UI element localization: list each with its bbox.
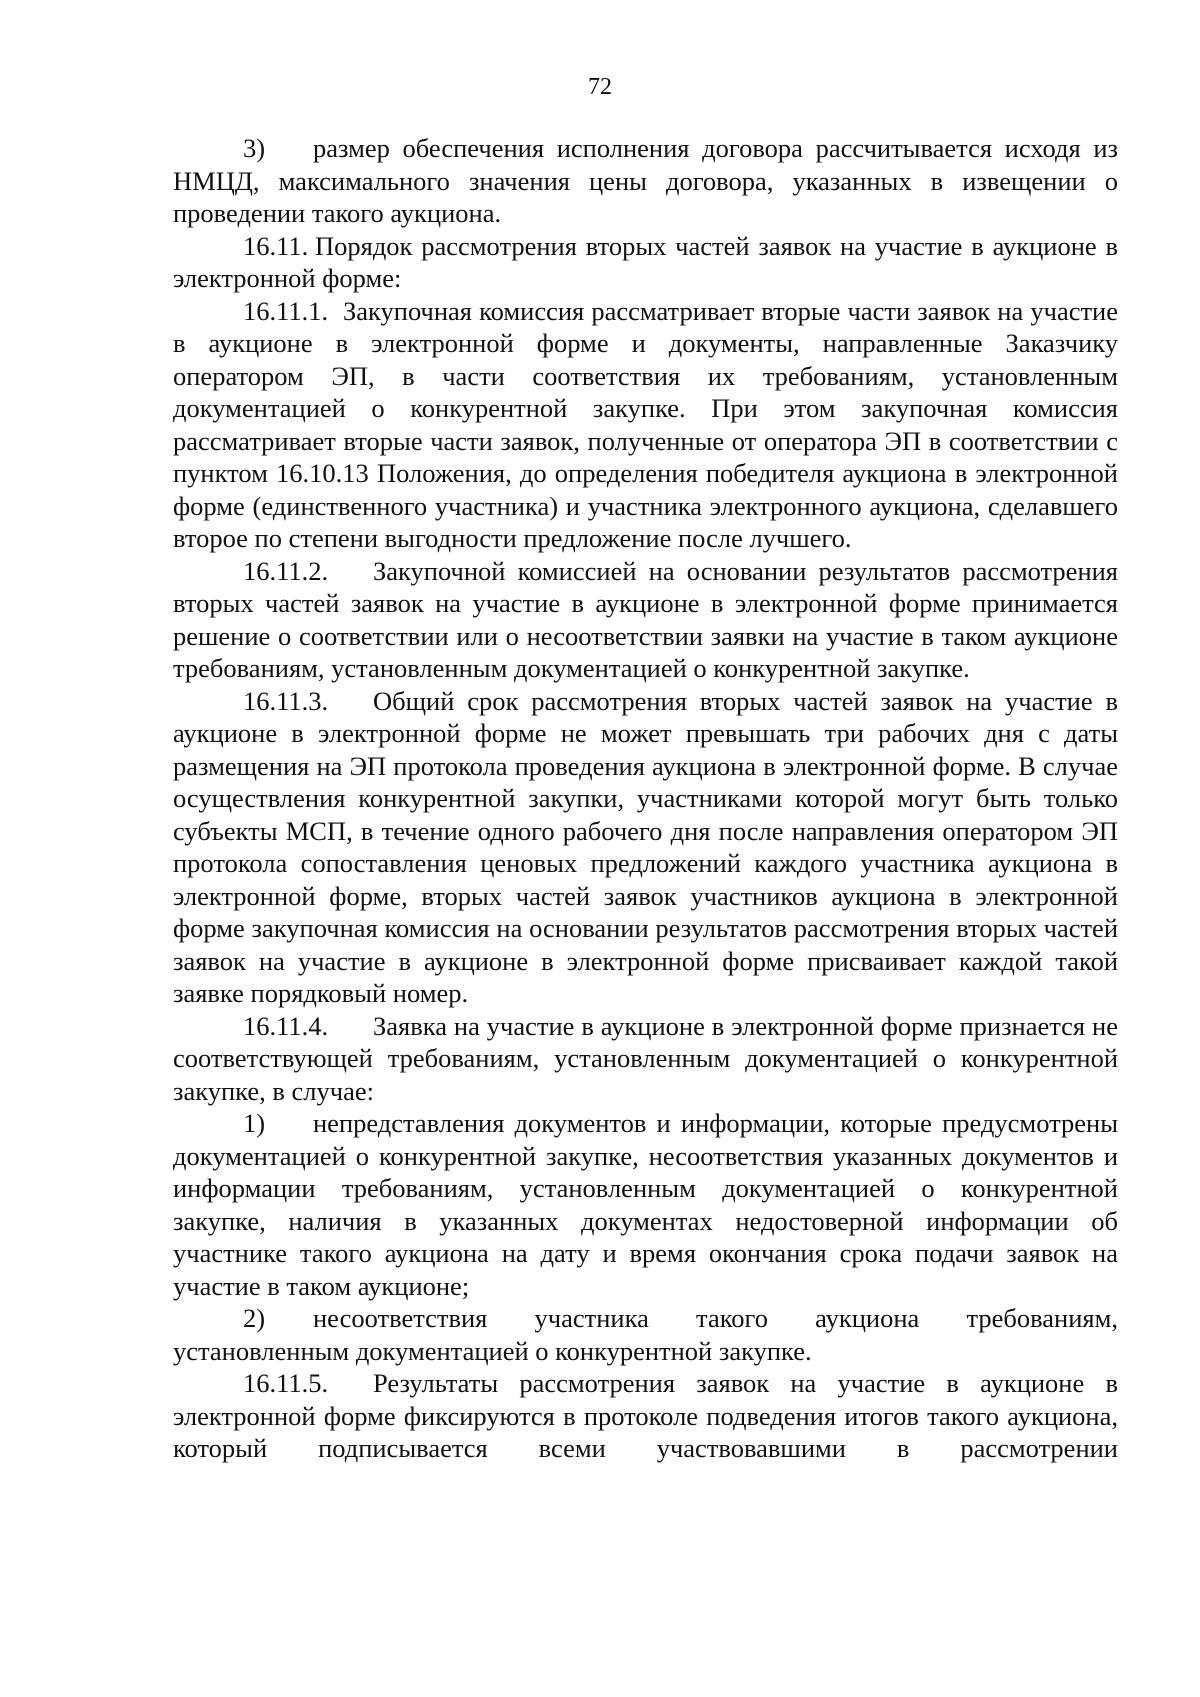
paragraph-text: Результаты рассмотрения заявок на участие в аукционе в электронной форме фиксируются в протоколе подведения итогов такого аукциона, который подписывается всеми участвовавшими в рассмотрении — [173, 1368, 1118, 1463]
document-body — [173, 132, 1118, 1465]
paragraph-text: Заявка на участие в аукционе в электронной форме признается не соответствующей требованиям, установленным документацией о конкурентной закупке, в случае: — [173, 1010, 1118, 1106]
paragraph-text: Общий срок рассмотрения вторых частей заявок на участие в аукционе в электронной форме не может превышать три рабочих дня с даты размещения на ЭП протокола проведения аукциона в электронной форме. В случае осуществления конкурентной закупки, участниками которой могут быть только субъекты МСП, в течение одного рабочего дня после направления оператором ЭП протокола сопоставления ценовых предложений каждого участника аукциона в электронной форме, вторых частей заявок участников аукциона в электронной форме закупочная комиссия на основании результатов рассмотрения вторых частей заявок на участие в аукционе в электронной форме присваивает каждой такой заявке порядковый номер. — [173, 685, 1118, 1008]
paragraph-16-11-2 — [173, 555, 1118, 685]
paragraph-16-11-5 — [173, 1367, 1118, 1465]
paragraph-2-clause — [173, 1302, 1118, 1367]
paragraph-3-clause — [173, 132, 1118, 230]
paragraph-16-11 — [173, 230, 1118, 295]
paragraph-16-11-1 — [173, 295, 1118, 555]
paragraph-text: Закупочная комиссия рассматривает вторые части заявок на участие в аукционе в электронной форме и документы, направленные Заказчику оператором ЭП, в части соответствия их требованиям, установленным документацией о конкурентной закупке. При этом закупочная комиссия рассматривает вторые части заявок, полученные от оператора ЭП в соответствии с пунктом 16.10.13 Положения, до определения победителя аукциона в электронной форме (единственного участника) и участника электронного аукциона, сделавшего второе по степени выгодности предложение после лучшего. — [173, 295, 1118, 553]
paragraph-text: размер обеспечения исполнения договора рассчитывается исходя из НМЦД, максимального значения цены договора, указанных в извещении о проведении такого аукциона. — [173, 133, 1118, 228]
page-number: 72 — [588, 74, 612, 100]
paragraph-text: непредставления документов и информации, которые предусмотрены документацией о конкурентной закупке, несоответствия указанных документов и информации требованиям, установленным документацией о конкурентной закупке, наличия в указанных документах недостоверной информации об участнике такого аукциона на дату и время окончания срока подачи заявок на участие в таком аукционе; — [173, 1108, 1118, 1301]
paragraph-number: 3) — [243, 133, 266, 163]
paragraph-number: 16.11.2. — [243, 555, 329, 586]
paragraph-1-clause — [173, 1107, 1118, 1302]
paragraph-text: Порядок рассмотрения вторых частей заявок на участие в аукционе в электронной форме: — [173, 230, 1118, 293]
paragraph-number: 16.11. — [243, 230, 309, 261]
paragraph-16-11-3 — [173, 685, 1118, 1010]
paragraph-16-11-4 — [173, 1010, 1118, 1108]
paragraph-number: 16.11.3. — [243, 685, 329, 716]
paragraph-number: 16.11.5. — [243, 1368, 329, 1398]
paragraph-number: 1) — [243, 1108, 266, 1138]
paragraph-number: 16.11.4. — [243, 1010, 329, 1041]
paragraph-text: несоответствия участника такого аукциона требованиям, установленным документацией о конкурентной закупке. — [173, 1303, 1118, 1366]
paragraph-number: 16.11.1. — [243, 295, 329, 326]
paragraph-number: 2) — [243, 1303, 266, 1333]
paragraph-text: Закупочной комиссией на основании результатов рассмотрения вторых частей заявок на участие в аукционе в электронной форме принимается решение о соответствии или о несоответствии заявки на участие в таком аукционе требованиям, установленным документацией о конкурентной закупке. — [173, 555, 1118, 683]
